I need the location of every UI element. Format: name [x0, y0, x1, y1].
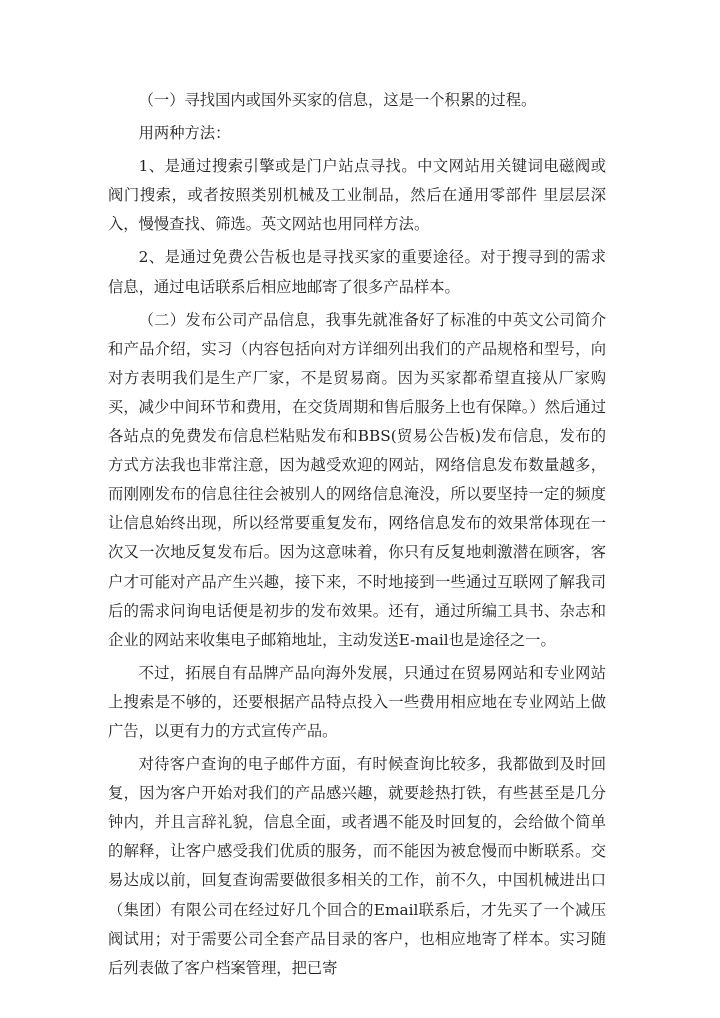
paragraph-email-handling: 对待客户查询的电子邮件方面，有时候查询比较多，我都做到及时回复，因为客户开始对我们的产品感兴趣，就要趁热打铁，有些甚至是几分钟内，并且言辞礼貌，信息全面，或者遇不能及时回复的，会给做个简单的解释，让客户感受我们优质的服务，而不能因为被怠慢而中断联系。交易达成以前，回复查询需要做很多相关的工作，前不久，中国机械进出口（集团）有限公司在经过好几个回合的Email联系后，才先买了一个减压阀试用；对于需要公司全套产品目录的客户，也相应地寄了样本。实习随后列表做了客户档案管理，把已寄 [108, 755, 606, 977]
paragraph-two-methods: 用两种方法： [138, 124, 231, 143]
paragraph-method-two: 2、是通过免费公告板也是寻找买家的重要途径。对于搜寻到的需求信息，通过电话联系后相应地邮寄了很多产品样本。 [108, 248, 606, 296]
paragraph-overseas-promotion: 不过，拓展自有品牌产品向海外发展，只通过在贸易网站和专业网站上搜索是不够的，还要根据产品特点投入一些费用相应地在专业网站上做广告，以更有力的方式宣传产品。 [108, 663, 606, 740]
paragraph-section-two: （二）发布公司产品信息，我事先就准备好了标准的中英文公司简介和产品介绍，实习（内容包括向对方详细列出我们的产品规格和型号，向对方表明我们是生产厂家，不是贸易商。因为买家都希望直接从厂家购买，减少中间环节和费用，在交货周期和售后服务上也有保障。）然后通过各站点的免费发布信息栏粘贴发布和BBS(贸易公告板)发布信息，发布的方式方法我也非常注意，因为越受欢迎的网站，网络信息发布数量越多，而刚刚发布的信息往往会被别人的网络信息淹没，所以要坚持一定的频度让信息始终出现，所以经常要重复发布，网络信息发布的效果常体现在一次又一次地反复发布后。因为这意味着，你只有反复地刺激潜在顾客，客户才可能对产品产生兴趣，接下来，不时地接到一些通过互联网了解我司后的需求问询电话便是初步的发布效果。还有，通过所编工具书、杂志和企业的网站来收集电子邮箱地址，主动发送E-mail也是途径之一。 [108, 310, 606, 649]
paragraph-method-one: 1、是通过搜索引擎或是门户站点寻找。中文网站用关键词电磁阀或阀门搜索，或者按照类别机械及工业制品，然后在通用零部件 里层层深入，慢慢查找、筛选。英文网站也用同样方法。 [108, 157, 606, 234]
paragraph-section-one-heading: （一）寻找国内或国外买家的信息，这是一个积累的过程。 [138, 91, 537, 109]
document-body [108, 86, 606, 983]
